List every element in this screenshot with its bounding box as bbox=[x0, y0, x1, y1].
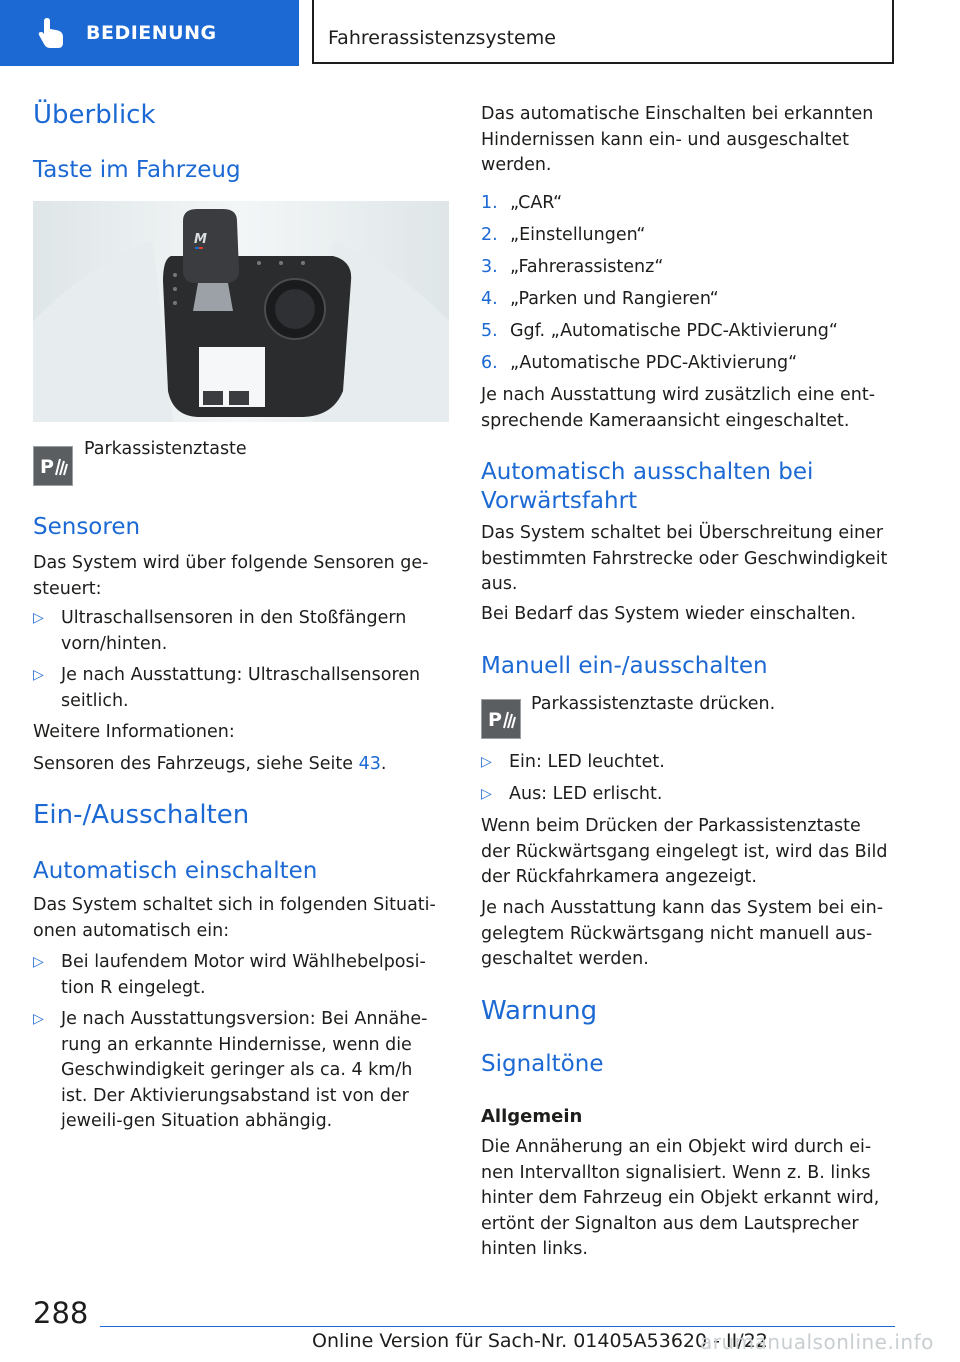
step-item: 4. „Parken und Rangieren“ bbox=[481, 289, 719, 309]
auto-intro: Das automatische Einschalten bei erkannten Hindernissen kann ein- und ausgeschaltet werden. bbox=[481, 104, 874, 175]
rueck-text-2: Je nach Ausstattung kann das System bei ein-gelegtem Rückwärtsgang nicht manuell aus-geschaltet werden. bbox=[481, 898, 884, 969]
manuell-caption: Parkassistenztaste drücken. bbox=[531, 694, 776, 714]
chapter-title: Fahrerassistenzsysteme bbox=[328, 27, 556, 49]
page-link[interactable]: 43 bbox=[358, 754, 381, 774]
page-title: Überblick bbox=[33, 100, 156, 130]
triangle-bullet-icon: ▷ bbox=[33, 954, 44, 970]
step-item: 6. „Automatische PDC-Aktivierung“ bbox=[481, 353, 798, 373]
watermark: arumanualsonline.info bbox=[700, 1330, 934, 1354]
step-item: 1. „CAR“ bbox=[481, 193, 563, 213]
footer-version: Online Version für Sach-Nr. 01405A53620 - II/22 bbox=[312, 1330, 768, 1352]
list-item: ▷ Bei laufendem Motor wird Wählhebelposi-tion R eingelegt. bbox=[33, 950, 438, 1001]
heading-signaltoene: Signaltöne bbox=[481, 1051, 604, 1077]
triangle-bullet-icon: ▷ bbox=[481, 786, 492, 802]
triangle-bullet-icon: ▷ bbox=[33, 667, 44, 683]
list-item: ▷ Je nach Ausstattungsversion: Bei Annähe-rung an erkannte Hindernisse, wenn die Geschwindigkeit geringer als ca. 4 km/h ist. Der Aktivierungsabstand ist von der jeweili-gen Situation abhängig. bbox=[33, 1007, 438, 1135]
triangle-bullet-icon: ▷ bbox=[33, 610, 44, 626]
step-item: 3. „Fahrerassistenz“ bbox=[481, 257, 664, 277]
list-item: ▷ Ein: LED leuchtet. bbox=[481, 750, 665, 776]
triangle-bullet-icon: ▷ bbox=[481, 754, 492, 770]
section-label: BEDIENUNG bbox=[86, 22, 217, 44]
park-assist-icon bbox=[33, 446, 73, 486]
icon-caption: Parkassistenztaste bbox=[84, 439, 247, 459]
heading-warnung: Warnung bbox=[481, 996, 598, 1026]
heading-ein-aus: Ein-/Ausschalten bbox=[33, 800, 250, 830]
triangle-bullet-icon: ▷ bbox=[33, 1011, 44, 1027]
heading-auto-ein: Automatisch einschalten bbox=[33, 858, 318, 884]
chapter-header bbox=[312, 0, 894, 64]
sensoren-reference: Sensoren des Fahrzeugs, siehe Seite 43. bbox=[33, 754, 387, 774]
kamera-note: Je nach Ausstattung wird zusätzlich eine ent-sprechende Kameraansicht eingeschaltet. bbox=[481, 385, 876, 431]
svg-text:P: P bbox=[40, 456, 54, 478]
weitere-info: Weitere Informationen: bbox=[33, 722, 235, 742]
svg-text:P: P bbox=[488, 709, 502, 731]
heading-taste: Taste im Fahrzeug bbox=[33, 157, 241, 183]
bedarf-text: Bei Bedarf das System wieder einschalten. bbox=[481, 604, 857, 624]
step-item: 5. Ggf. „Automatische PDC-Aktivierung“ bbox=[481, 321, 838, 341]
step-item: 2. „Einstellungen“ bbox=[481, 225, 646, 245]
sensoren-intro: Das System wird über folgende Sensoren ge-steuert: bbox=[33, 553, 429, 599]
heading-auto-aus: Automatisch ausschalten bei Vorwärtsfahrt bbox=[481, 459, 814, 514]
auto-aus-text: Das System schaltet bei Überschreitung einer bestimmten Fahrstrecke oder Geschwindigkeit aus. bbox=[481, 523, 888, 594]
rueck-text: Wenn beim Drücken der Parkassistenztaste der Rückwärtsgang eingelegt ist, wird das Bild der Rückfahrkamera angezeigt. bbox=[481, 816, 888, 887]
auto-ein-intro: Das System schaltet sich in folgenden Situati-onen automatisch ein: bbox=[33, 895, 436, 941]
heading-allgemein: Allgemein bbox=[481, 1106, 583, 1127]
park-assist-icon bbox=[481, 699, 521, 739]
footer-divider bbox=[100, 1326, 895, 1327]
list-item: ▷ Ultraschallsensoren in den Stoßfängern vorn/hinten. bbox=[33, 606, 438, 657]
section-tab[interactable] bbox=[0, 0, 299, 66]
center-console-image bbox=[33, 201, 449, 422]
hand-pointer-icon bbox=[36, 16, 70, 50]
list-item: ▷ Je nach Ausstattung: Ultraschallsensoren seitlich. bbox=[33, 663, 438, 714]
console-photo bbox=[33, 201, 449, 422]
heading-manuell: Manuell ein-/ausschalten bbox=[481, 653, 768, 679]
page-number: 288 bbox=[33, 1296, 89, 1330]
m-logo: M bbox=[194, 232, 207, 247]
list-item: ▷ Aus: LED erlischt. bbox=[481, 782, 662, 808]
heading-sensoren: Sensoren bbox=[33, 514, 141, 540]
allgemein-text: Die Annäherung an ein Objekt wird durch ei-nen Intervallton signalisiert. Wenn z. B. links hinter dem Fahrzeug ein Objekt erkannt wird, ertönt der Signalton aus dem Lautsprecher hinten links. bbox=[481, 1137, 880, 1259]
